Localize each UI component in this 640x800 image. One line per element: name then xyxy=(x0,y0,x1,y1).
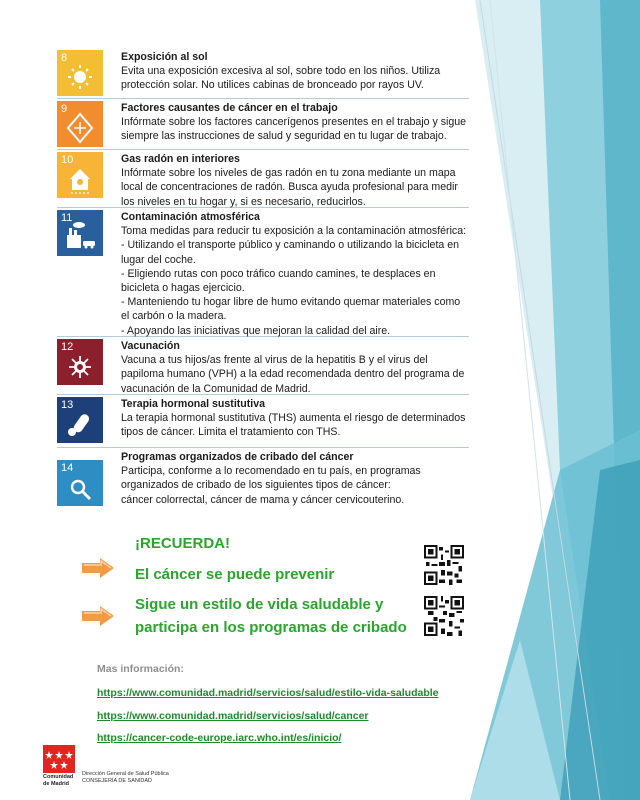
item-title: Contaminación atmosférica xyxy=(121,211,260,223)
reminder-line-2b: participa en los programas de cribado xyxy=(135,619,407,636)
link-cancer-code-europe[interactable]: https://cancer-code-europe.iarc.who.int/es/inicio/ xyxy=(97,732,342,744)
list-item: 11 Contaminación atmosférica Toma medidas para reducir tu exposición a la contaminación atmosférica: - Utilizando el transporte público y caminando o utilizando la bicicleta en lugar del coche. - Eligiendo rutas con poco tráfico cuando camines, te desplaces en bicicleta o hagas ejercicio. - Manteniendo tu hogar libre de humo evitando quemar materiales como el carbón o la madera. - Apoyando las iniciativas que mejoran la calidad del aire. xyxy=(57,208,469,337)
virus-icon: 12 xyxy=(57,339,103,385)
factory-car-icon: 11 xyxy=(57,210,103,256)
item-title: Exposición al sol xyxy=(121,51,208,63)
comunidad-madrid-logo xyxy=(43,745,75,773)
item-title: Gas radón en interiores xyxy=(121,153,240,165)
cancer-code-list xyxy=(57,48,469,512)
item-title: Programas organizados de cribado del cáncer xyxy=(121,451,354,463)
list-item: 8 Exposición al sol Evita una exposición excesiva al sol, sobre todo en los niños. Utiliza protección solar. No utilices cabinas de bronceado por rayos UV. xyxy=(57,48,469,99)
item-title: Terapia hormonal sustitutiva xyxy=(121,398,266,410)
sun-icon: 8 xyxy=(57,50,103,96)
list-item: 12 Vacunación Vacuna a tus hijos/as frente al virus de la hepatitis B y el virus del papiloma humano (VPH) a la edad recomendada dentro del programa de vacunación de la Comunidad de Madrid. xyxy=(57,337,469,395)
link-cancer[interactable]: https://www.comunidad.madrid/servicios/salud/cancer xyxy=(97,710,369,722)
item-title: Factores causantes de cáncer en el trabajo xyxy=(121,102,338,114)
arrow-right-icon xyxy=(80,557,116,579)
list-item: 9 Factores causantes de cáncer en el trabajo Infórmate sobre los factores cancerígenos presentes en el trabajo y sigue siempre las instrucciones de salud y seguridad en tu lugar de trabajo. xyxy=(57,99,469,150)
radiation-house-icon: 10 xyxy=(57,152,103,198)
magnifier-icon: 14 xyxy=(57,460,103,506)
link-estilo-vida-saludable[interactable]: https://www.comunidad.madrid/servicios/salud/estilo-vida-saludable xyxy=(97,687,439,699)
qr-code-icon[interactable] xyxy=(424,545,464,585)
reminder-line-2a: Sigue un estilo de vida saludable y xyxy=(135,596,384,613)
list-item: 14 Programas organizados de cribado del cáncer Participa, conforme a lo recomendado en tu país, en programas organizados de cribado de los siguientes tipos de cáncer: cáncer colorrectal, cáncer de mama y cáncer cervicouterino. xyxy=(57,448,469,512)
list-item: 13 Terapia hormonal sustitutiva La terapia hormonal sustitutiva (THS) aumenta el riesgo de determinados tipos de cáncer. Limita el tratamiento con THS. xyxy=(57,395,469,448)
department-text: Dirección General de Salud Pública CONSEJERÍA DE SANIDAD xyxy=(82,771,169,784)
qr-code-icon[interactable] xyxy=(424,596,464,636)
reminder-line-1: El cáncer se puede prevenir xyxy=(135,566,335,583)
hazard-diamond-icon: 9 xyxy=(57,101,103,147)
list-item: 10 Gas radón en interiores Infórmate sobre los niveles de gas radón en tu zona mediante un mapa local de concentraciones de radón. Busca ayuda profesional para medir los niveles en tu hogar y, si es necesario, reducirlos. xyxy=(57,150,469,208)
arrow-right-icon xyxy=(80,605,116,627)
reminder-heading: ¡RECUERDA! xyxy=(135,535,230,552)
more-info-label: Mas información: xyxy=(97,663,184,675)
pill-icon: 13 xyxy=(57,397,103,443)
item-title: Vacunación xyxy=(121,340,180,352)
logo-text: Comunidad de Madrid xyxy=(43,774,74,787)
